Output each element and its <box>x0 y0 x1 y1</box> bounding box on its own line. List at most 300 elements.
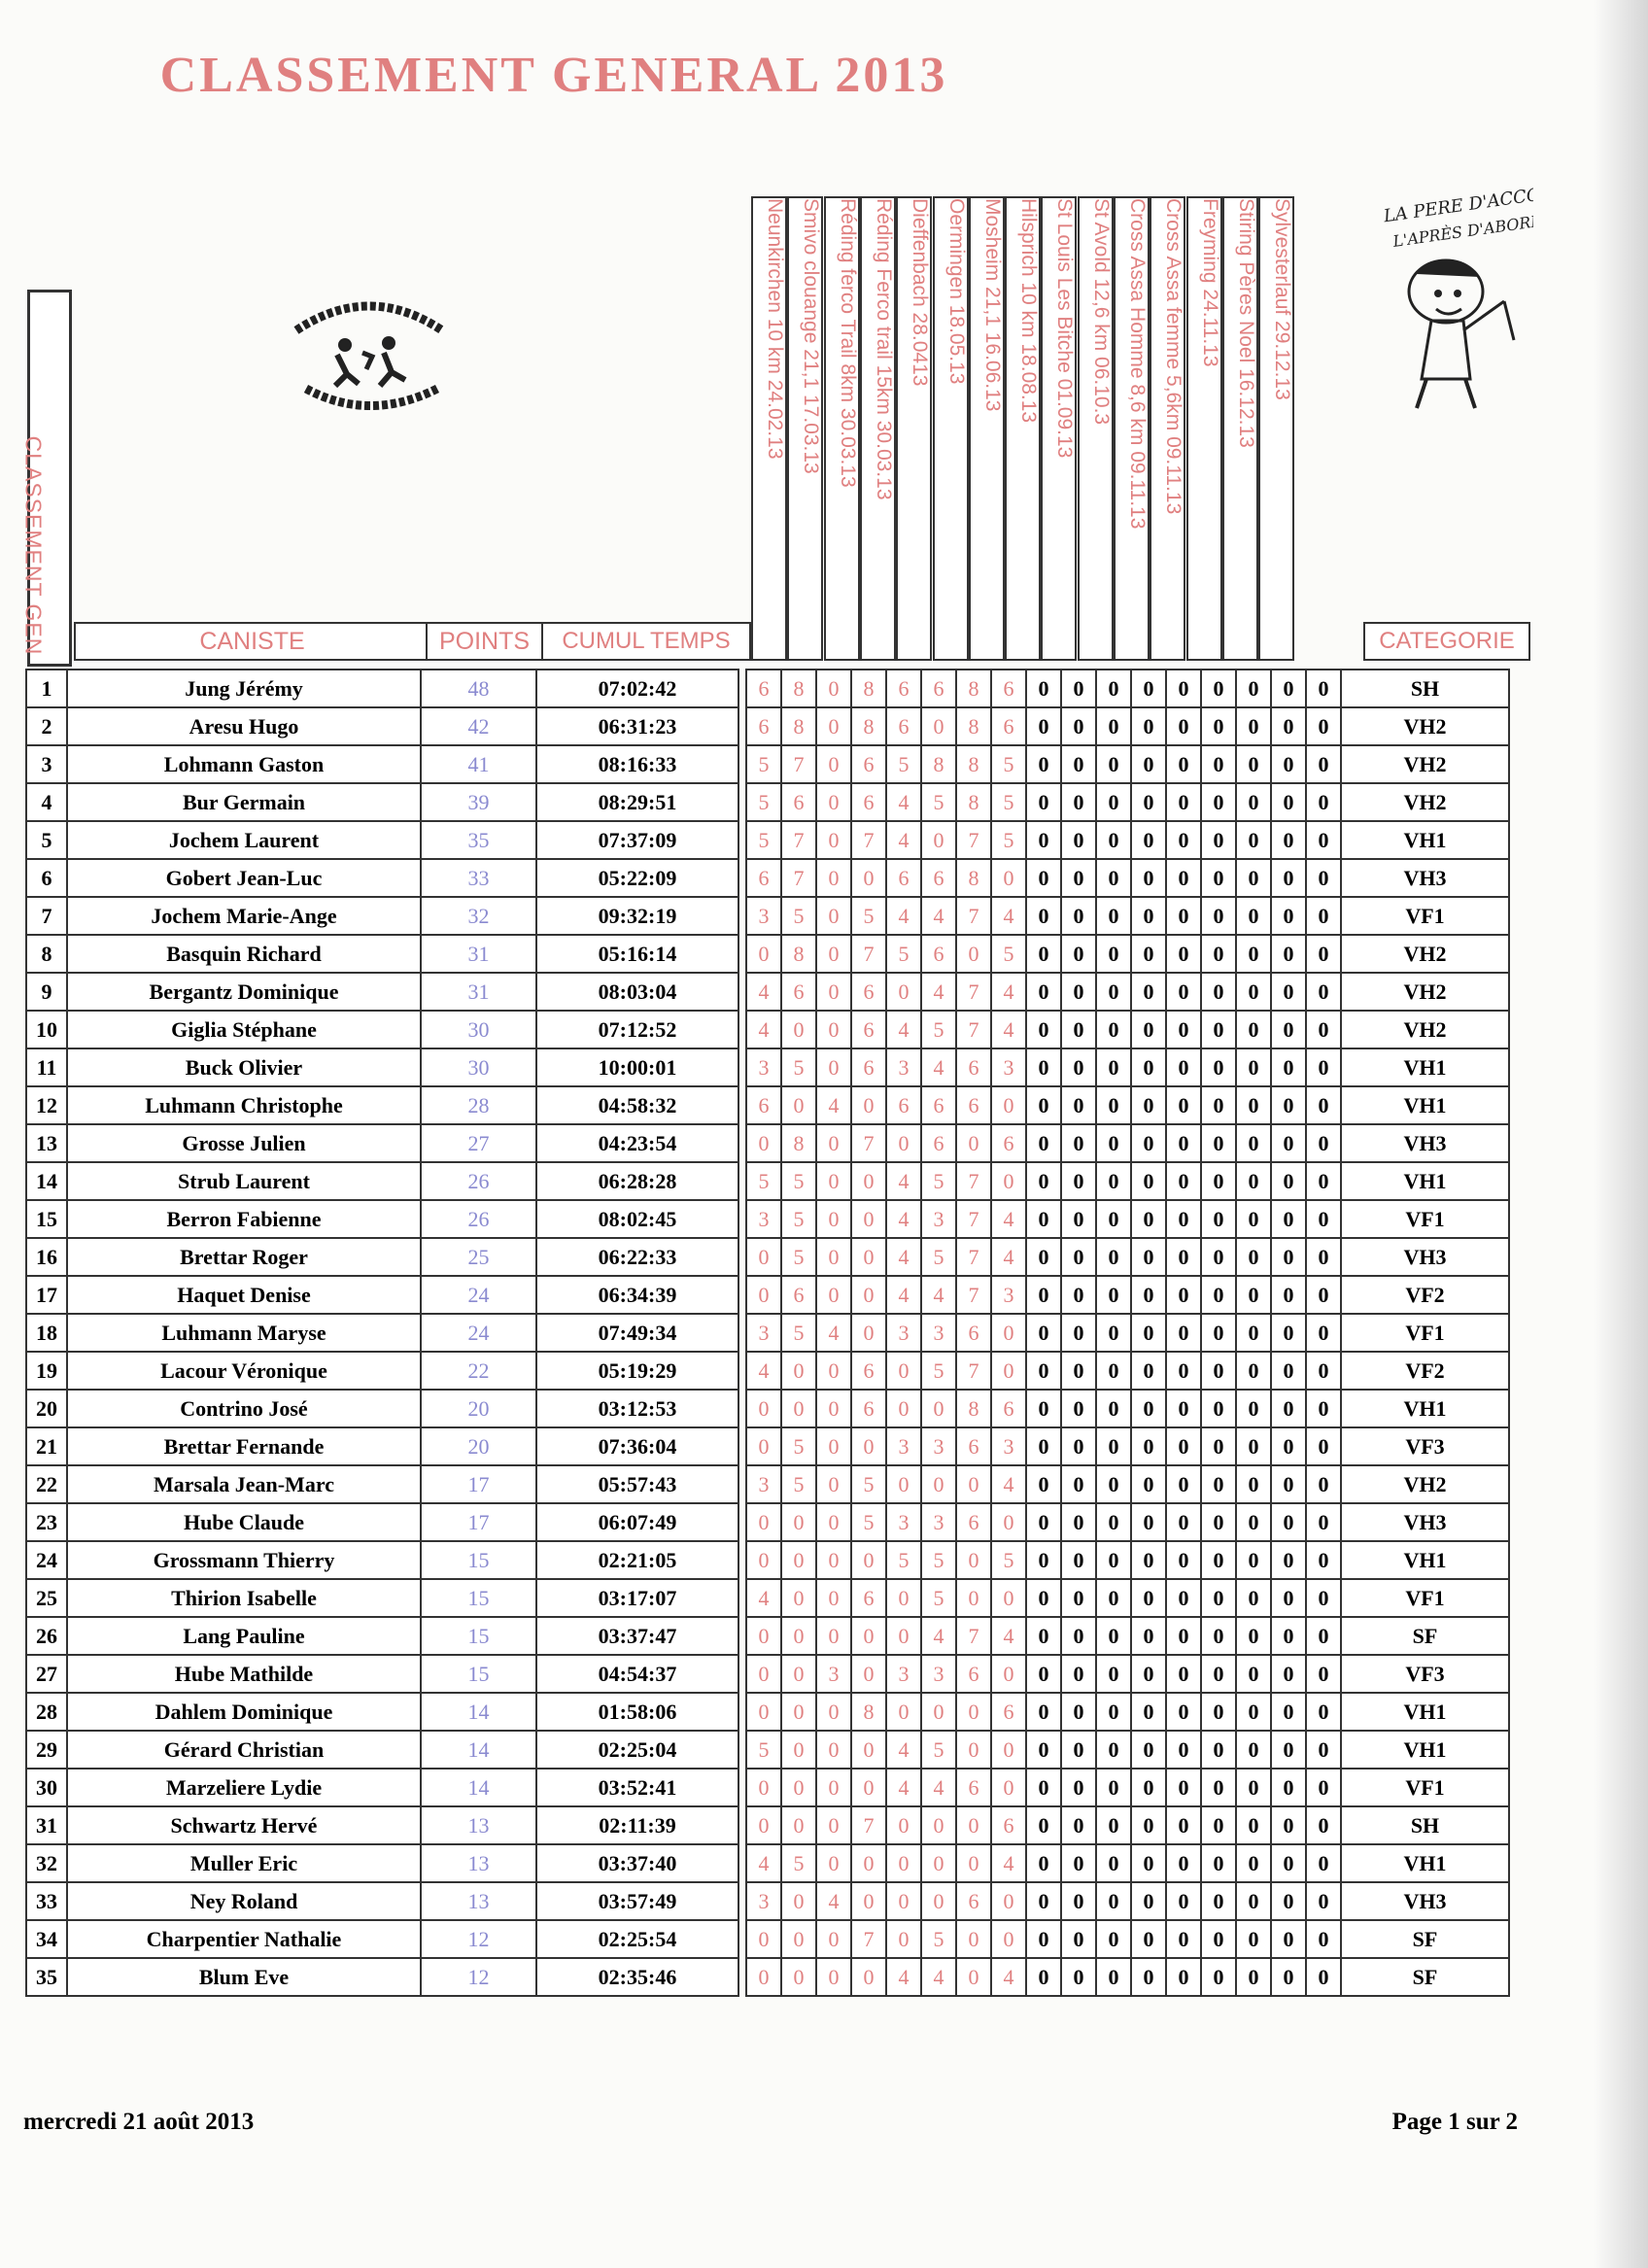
score-cell: 0 <box>1236 859 1271 897</box>
score-cell: 5 <box>921 1731 956 1769</box>
score-cell: 0 <box>1236 1465 1271 1503</box>
score-cell: 0 <box>1096 1011 1131 1048</box>
score-cell: 4 <box>921 973 956 1011</box>
score-cell: 0 <box>1131 1958 1166 1996</box>
rank-cell: 17 <box>26 1276 67 1314</box>
score-cell: 4 <box>886 1238 921 1276</box>
score-cell: 7 <box>781 859 816 897</box>
score-cell: 0 <box>1166 1693 1201 1731</box>
score-cell: 0 <box>746 1503 781 1541</box>
name-cell: Ney Roland <box>67 1882 421 1920</box>
score-cell: 8 <box>851 707 886 745</box>
score-cell: 6 <box>956 1769 991 1806</box>
score-cell: 0 <box>1061 973 1096 1011</box>
score-cell: 0 <box>1166 1958 1201 1996</box>
name-cell: Berron Fabienne <box>67 1200 421 1238</box>
category-cell: SH <box>1341 1806 1509 1844</box>
score-cell: 0 <box>851 1314 886 1352</box>
score-cell: 0 <box>1131 1162 1166 1200</box>
score-cell: 0 <box>1096 1731 1131 1769</box>
score-cell: 0 <box>816 1693 851 1731</box>
score-cell: 3 <box>746 1314 781 1352</box>
score-cell: 0 <box>1271 1920 1306 1958</box>
score-cell: 0 <box>781 1693 816 1731</box>
table-row <box>26 935 1509 973</box>
score-cell: 0 <box>1306 783 1341 821</box>
points-cell: 13 <box>421 1806 536 1844</box>
score-cell: 0 <box>1201 821 1236 859</box>
score-cell: 6 <box>956 1314 991 1352</box>
ranking-table <box>25 669 1510 1997</box>
score-cell: 8 <box>956 1390 991 1427</box>
time-cell: 07:12:52 <box>536 1011 738 1048</box>
score-cell: 6 <box>851 745 886 783</box>
score-cell: 4 <box>921 1958 956 1996</box>
score-cell: 8 <box>781 670 816 707</box>
spacer <box>738 1503 746 1541</box>
header-points: POINTS <box>426 622 543 661</box>
spacer <box>738 1731 746 1769</box>
score-cell: 0 <box>1131 1086 1166 1124</box>
name-cell: Basquin Richard <box>67 935 421 973</box>
score-cell: 0 <box>1166 745 1201 783</box>
category-cell: SF <box>1341 1617 1509 1655</box>
score-cell: 8 <box>781 707 816 745</box>
score-cell: 0 <box>851 1541 886 1579</box>
spacer <box>738 935 746 973</box>
score-cell: 4 <box>921 1617 956 1655</box>
score-cell: 0 <box>1096 1162 1131 1200</box>
spacer <box>738 1011 746 1048</box>
name-cell: Lacour Véronique <box>67 1352 421 1390</box>
spacer <box>738 745 746 783</box>
score-cell: 0 <box>781 1390 816 1427</box>
score-cell: 6 <box>851 1011 886 1048</box>
score-cell: 7 <box>851 935 886 973</box>
name-cell: Lang Pauline <box>67 1617 421 1655</box>
table-row <box>26 1276 1509 1314</box>
points-cell: 15 <box>421 1541 536 1579</box>
score-cell: 0 <box>956 1958 991 1996</box>
score-cell: 0 <box>1096 821 1131 859</box>
name-cell: Giglia Stéphane <box>67 1011 421 1048</box>
points-cell: 26 <box>421 1162 536 1200</box>
score-cell: 0 <box>1201 1882 1236 1920</box>
score-cell: 0 <box>1201 670 1236 707</box>
score-cell: 0 <box>1271 1503 1306 1541</box>
score-cell: 0 <box>746 1276 781 1314</box>
table-row <box>26 1427 1509 1465</box>
score-cell: 6 <box>921 1124 956 1162</box>
score-cell: 0 <box>886 1920 921 1958</box>
score-cell: 0 <box>851 1655 886 1693</box>
score-cell: 0 <box>746 1427 781 1465</box>
score-cell: 0 <box>1271 1541 1306 1579</box>
score-cell: 0 <box>1096 1579 1131 1617</box>
score-cell: 4 <box>886 1731 921 1769</box>
score-cell: 0 <box>1166 1238 1201 1276</box>
race-label: Stiring Pères Noel 16.12.13 <box>1234 198 1257 448</box>
score-cell: 0 <box>1201 1124 1236 1162</box>
score-cell: 3 <box>886 1655 921 1693</box>
spacer <box>738 783 746 821</box>
score-cell: 0 <box>1236 1238 1271 1276</box>
time-cell: 06:34:39 <box>536 1276 738 1314</box>
score-cell: 0 <box>1096 1541 1131 1579</box>
score-cell: 0 <box>1061 1314 1096 1352</box>
score-cell: 6 <box>851 1579 886 1617</box>
score-cell: 0 <box>1166 1769 1201 1806</box>
spacer <box>738 1579 746 1617</box>
table-row <box>26 1617 1509 1655</box>
score-cell: 0 <box>1236 670 1271 707</box>
score-cell: 0 <box>1026 1086 1061 1124</box>
score-cell: 0 <box>1201 1617 1236 1655</box>
score-cell: 0 <box>1306 897 1341 935</box>
score-cell: 0 <box>1271 707 1306 745</box>
time-cell: 03:17:07 <box>536 1579 738 1617</box>
rank-cell: 25 <box>26 1579 67 1617</box>
score-cell: 0 <box>1096 1503 1131 1541</box>
score-cell: 0 <box>816 783 851 821</box>
score-cell: 0 <box>1131 1769 1166 1806</box>
points-cell: 48 <box>421 670 536 707</box>
time-cell: 02:11:39 <box>536 1806 738 1844</box>
score-cell: 0 <box>1131 1465 1166 1503</box>
score-cell: 0 <box>1131 935 1166 973</box>
score-cell: 0 <box>1026 821 1061 859</box>
spacer <box>738 821 746 859</box>
score-cell: 0 <box>1271 1011 1306 1048</box>
name-cell: Bur Germain <box>67 783 421 821</box>
table-row <box>26 1882 1509 1920</box>
race-label: Sylvesterlauf 29.12.13 <box>1271 198 1294 400</box>
score-cell: 4 <box>921 1769 956 1806</box>
score-cell: 8 <box>956 783 991 821</box>
race-header-6 <box>933 196 969 661</box>
points-cell: 25 <box>421 1238 536 1276</box>
score-cell: 0 <box>1131 1276 1166 1314</box>
score-cell: 5 <box>921 1579 956 1617</box>
points-cell: 12 <box>421 1920 536 1958</box>
score-cell: 0 <box>746 1655 781 1693</box>
score-cell: 0 <box>781 1579 816 1617</box>
score-cell: 0 <box>1236 707 1271 745</box>
points-cell: 33 <box>421 859 536 897</box>
category-cell: VH1 <box>1341 1162 1509 1200</box>
score-cell: 4 <box>886 897 921 935</box>
score-cell: 0 <box>1306 1958 1341 1996</box>
score-cell: 7 <box>956 1617 991 1655</box>
score-cell: 0 <box>921 707 956 745</box>
score-cell: 0 <box>1026 745 1061 783</box>
svg-text:LA PERE D'ACCORD: LA PERE D'ACCORD <box>1382 185 1533 227</box>
score-cell: 6 <box>991 1124 1026 1162</box>
score-cell: 0 <box>1166 1844 1201 1882</box>
name-cell: Grossmann Thierry <box>67 1541 421 1579</box>
race-header-2 <box>787 196 823 661</box>
score-cell: 0 <box>886 1617 921 1655</box>
score-cell: 0 <box>1061 1465 1096 1503</box>
score-cell: 0 <box>1201 1238 1236 1276</box>
points-cell: 22 <box>421 1352 536 1390</box>
score-cell: 5 <box>851 1503 886 1541</box>
score-cell: 7 <box>956 1011 991 1048</box>
time-cell: 08:16:33 <box>536 745 738 783</box>
score-cell: 4 <box>991 1238 1026 1276</box>
points-cell: 14 <box>421 1769 536 1806</box>
score-cell: 4 <box>991 897 1026 935</box>
score-cell: 3 <box>921 1503 956 1541</box>
score-cell: 0 <box>1201 1579 1236 1617</box>
score-cell: 0 <box>956 1124 991 1162</box>
points-cell: 24 <box>421 1276 536 1314</box>
score-cell: 0 <box>1271 1390 1306 1427</box>
score-cell: 0 <box>781 1011 816 1048</box>
race-header-14 <box>1222 196 1258 661</box>
score-cell: 7 <box>956 1200 991 1238</box>
score-cell: 0 <box>1236 1769 1271 1806</box>
score-cell: 0 <box>1131 1731 1166 1769</box>
points-cell: 32 <box>421 897 536 935</box>
name-cell: Muller Eric <box>67 1844 421 1882</box>
score-cell: 0 <box>816 1844 851 1882</box>
score-cell: 0 <box>1096 1314 1131 1352</box>
category-cell: SH <box>1341 670 1509 707</box>
score-cell: 0 <box>1061 783 1096 821</box>
score-cell: 0 <box>1131 1655 1166 1693</box>
score-cell: 0 <box>1026 1011 1061 1048</box>
score-cell: 0 <box>1026 1579 1061 1617</box>
name-cell: Grosse Julien <box>67 1124 421 1162</box>
score-cell: 5 <box>921 1352 956 1390</box>
score-cell: 0 <box>1166 1882 1201 1920</box>
score-cell: 0 <box>1201 1465 1236 1503</box>
score-cell: 0 <box>1271 1465 1306 1503</box>
score-cell: 0 <box>816 1200 851 1238</box>
score-cell: 0 <box>1026 1276 1061 1314</box>
score-cell: 0 <box>816 1238 851 1276</box>
score-cell: 4 <box>991 973 1026 1011</box>
score-cell: 0 <box>921 1844 956 1882</box>
score-cell: 0 <box>956 1731 991 1769</box>
time-cell: 06:07:49 <box>536 1503 738 1541</box>
score-cell: 0 <box>921 1390 956 1427</box>
score-cell: 0 <box>886 1844 921 1882</box>
score-cell: 0 <box>1201 745 1236 783</box>
score-cell: 4 <box>991 1200 1026 1238</box>
score-cell: 0 <box>1166 1162 1201 1200</box>
score-cell: 0 <box>1061 745 1096 783</box>
score-cell: 6 <box>886 859 921 897</box>
score-cell: 0 <box>991 1162 1026 1200</box>
race-label: Dieffenbach 28.0413 <box>909 198 932 387</box>
score-cell: 4 <box>991 1844 1026 1882</box>
score-cell: 0 <box>921 1693 956 1731</box>
score-cell: 0 <box>956 1844 991 1882</box>
time-cell: 07:49:34 <box>536 1314 738 1352</box>
score-cell: 0 <box>1306 1844 1341 1882</box>
score-cell: 0 <box>956 935 991 973</box>
score-cell: 3 <box>746 1200 781 1238</box>
score-cell: 0 <box>1131 745 1166 783</box>
points-cell: 13 <box>421 1882 536 1920</box>
time-cell: 05:22:09 <box>536 859 738 897</box>
score-cell: 0 <box>816 1920 851 1958</box>
time-cell: 07:02:42 <box>536 670 738 707</box>
score-cell: 4 <box>746 1844 781 1882</box>
name-cell: Strub Laurent <box>67 1162 421 1200</box>
score-cell: 0 <box>1271 1882 1306 1920</box>
score-cell: 0 <box>1131 707 1166 745</box>
score-cell: 0 <box>1061 1693 1096 1731</box>
score-cell: 0 <box>1096 1086 1131 1124</box>
score-cell: 0 <box>921 1882 956 1920</box>
score-cell: 0 <box>1271 821 1306 859</box>
score-cell: 0 <box>1201 897 1236 935</box>
score-cell: 3 <box>746 1465 781 1503</box>
score-cell: 0 <box>781 1769 816 1806</box>
score-cell: 0 <box>1271 1314 1306 1352</box>
spacer <box>738 1958 746 1996</box>
time-cell: 02:21:05 <box>536 1541 738 1579</box>
score-cell: 5 <box>781 1465 816 1503</box>
score-cell: 0 <box>1271 783 1306 821</box>
race-header-7 <box>969 196 1005 661</box>
table-row <box>26 1920 1509 1958</box>
category-cell: VH1 <box>1341 821 1509 859</box>
score-cell: 0 <box>1236 1655 1271 1693</box>
score-cell: 4 <box>991 1617 1026 1655</box>
score-cell: 0 <box>1061 1579 1096 1617</box>
category-cell: VH1 <box>1341 1541 1509 1579</box>
score-cell: 0 <box>816 1806 851 1844</box>
score-cell: 0 <box>1201 1427 1236 1465</box>
score-cell: 0 <box>1096 1769 1131 1806</box>
score-cell: 0 <box>1131 859 1166 897</box>
score-cell: 8 <box>851 670 886 707</box>
score-cell: 5 <box>921 1162 956 1200</box>
score-cell: 7 <box>956 897 991 935</box>
score-cell: 8 <box>956 670 991 707</box>
score-cell: 0 <box>1026 1390 1061 1427</box>
time-cell: 03:12:53 <box>536 1390 738 1427</box>
score-cell: 0 <box>1236 1579 1271 1617</box>
spacer <box>738 1427 746 1465</box>
club-logo <box>277 277 462 423</box>
category-cell: VH3 <box>1341 1238 1509 1276</box>
score-cell: 6 <box>956 1882 991 1920</box>
score-cell: 0 <box>1166 783 1201 821</box>
score-cell: 5 <box>746 821 781 859</box>
score-cell: 0 <box>816 1465 851 1503</box>
score-cell: 0 <box>1236 1958 1271 1996</box>
score-cell: 0 <box>816 1731 851 1769</box>
score-cell: 3 <box>921 1200 956 1238</box>
score-cell: 0 <box>1096 897 1131 935</box>
time-cell: 06:22:33 <box>536 1238 738 1276</box>
spacer <box>738 1844 746 1882</box>
spacer <box>738 1920 746 1958</box>
name-cell: Marsala Jean-Marc <box>67 1465 421 1503</box>
table-row <box>26 1465 1509 1503</box>
score-cell: 0 <box>1201 1503 1236 1541</box>
score-cell: 0 <box>1026 973 1061 1011</box>
score-cell: 5 <box>886 1541 921 1579</box>
table-row <box>26 1655 1509 1693</box>
score-cell: 0 <box>746 935 781 973</box>
score-cell: 0 <box>1306 1806 1341 1844</box>
score-cell: 4 <box>886 1958 921 1996</box>
score-cell: 0 <box>816 821 851 859</box>
category-cell: VH3 <box>1341 1882 1509 1920</box>
score-cell: 0 <box>1271 935 1306 973</box>
race-header-12 <box>1150 196 1185 661</box>
table-row <box>26 1352 1509 1390</box>
score-cell: 0 <box>746 1920 781 1958</box>
score-cell: 0 <box>851 1086 886 1124</box>
score-cell: 0 <box>1166 1806 1201 1844</box>
name-cell: Contrino José <box>67 1390 421 1427</box>
score-cell: 0 <box>886 1693 921 1731</box>
score-cell: 0 <box>956 1465 991 1503</box>
score-cell: 0 <box>1201 1314 1236 1352</box>
score-cell: 0 <box>1131 1200 1166 1238</box>
score-cell: 0 <box>1271 1086 1306 1124</box>
spacer <box>738 1465 746 1503</box>
score-cell: 7 <box>851 1124 886 1162</box>
score-cell: 0 <box>1061 1390 1096 1427</box>
score-cell: 0 <box>1026 1693 1061 1731</box>
points-cell: 31 <box>421 973 536 1011</box>
score-cell: 0 <box>1131 1579 1166 1617</box>
header-categorie: CATEGORIE <box>1363 622 1530 661</box>
time-cell: 10:00:01 <box>536 1048 738 1086</box>
score-cell: 0 <box>1026 1352 1061 1390</box>
table-row <box>26 1238 1509 1276</box>
score-cell: 0 <box>1236 745 1271 783</box>
mascot-logo <box>1378 185 1533 418</box>
points-cell: 28 <box>421 1086 536 1124</box>
score-cell: 3 <box>886 1048 921 1086</box>
score-cell: 0 <box>1236 1276 1271 1314</box>
score-cell: 0 <box>991 1920 1026 1958</box>
score-cell: 0 <box>1061 1541 1096 1579</box>
race-header-11 <box>1114 196 1150 661</box>
score-cell: 6 <box>921 935 956 973</box>
name-cell: Jochem Laurent <box>67 821 421 859</box>
score-cell: 0 <box>1306 821 1341 859</box>
score-cell: 0 <box>1166 1390 1201 1427</box>
score-cell: 0 <box>816 1541 851 1579</box>
score-cell: 0 <box>886 1352 921 1390</box>
score-cell: 0 <box>1026 1314 1061 1352</box>
rank-cell: 4 <box>26 783 67 821</box>
score-cell: 4 <box>746 973 781 1011</box>
score-cell: 0 <box>1201 1390 1236 1427</box>
name-cell: Gobert Jean-Luc <box>67 859 421 897</box>
spacer <box>738 1655 746 1693</box>
score-cell: 0 <box>1131 1920 1166 1958</box>
race-label: Cross Assa femme 5,6km 09.11.13 <box>1162 198 1185 515</box>
rank-cell: 7 <box>26 897 67 935</box>
score-cell: 0 <box>1306 1731 1341 1769</box>
score-cell: 0 <box>1306 1314 1341 1352</box>
spacer <box>738 1162 746 1200</box>
spacer <box>738 1541 746 1579</box>
score-cell: 0 <box>956 1693 991 1731</box>
score-cell: 0 <box>1061 1806 1096 1844</box>
